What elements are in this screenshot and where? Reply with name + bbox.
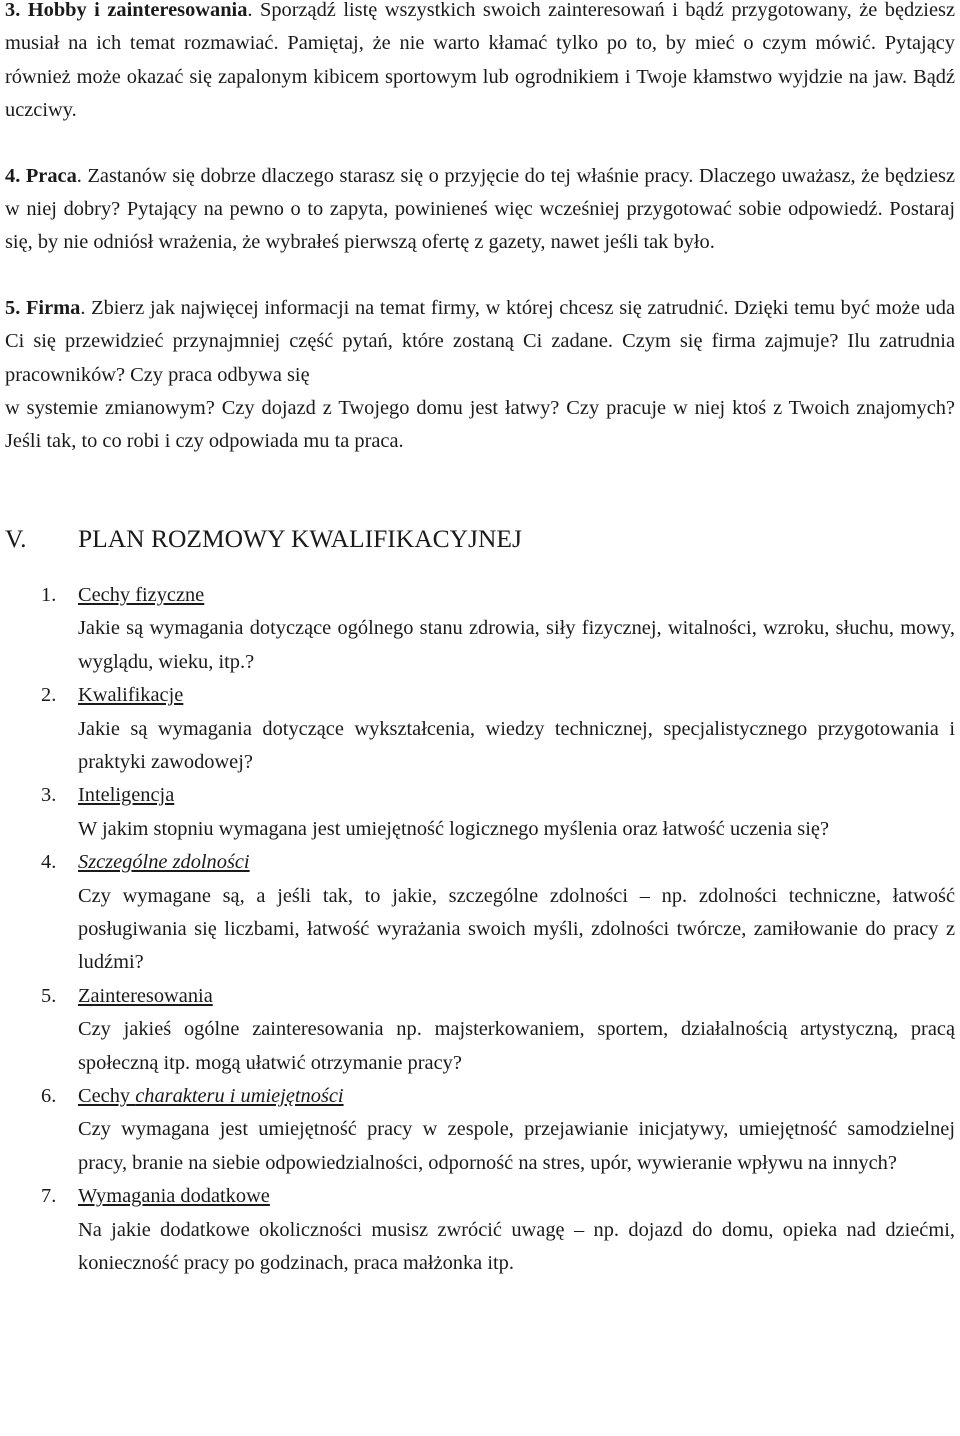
item-title: Cechy charakteru i umiejętności (78, 1084, 344, 1107)
list-item (5, 980, 955, 1080)
section-hobby: 3. Hobby i zainteresowania. Sporządź listę wszystkich swoich zainteresowań i bądź przygotowany, że będziesz musiał na ich temat rozmawiać. Pamiętaj, że nie warto kłamać tylko po to, by mieć o czym mówić. Pytający również może okazać się zapalonym kibicem sportowym lub ogrodnikiem i Twoje kłamstwo wyjdzie na jaw. Bądź uczciwy. (5, 0, 955, 122)
item-number: 7. (41, 1185, 57, 1208)
section-text: Sporządź listę wszystkich swoich zainteresowań i bądź przygotowany, że będziesz musiał na ich temat rozmawiać. Pamiętaj, że nie warto kłamać tylko po to, by mieć o czym mówić. Pytający również może okazać się zapalonym kibicem sportowym lub ogrodnikiem i Twoje kłamstwo wyjdzie na jaw. Bądź uczciwy. (5, 0, 955, 122)
list-item (5, 1080, 955, 1180)
section-text: w systemie zmianowym? Czy dojazd z Twojego domu jest łatwy? Czy pracuje w niej ktoś z Twoich znajomych? Jeśli tak, to co robi i czy odpowiada mu ta praca. (5, 397, 955, 453)
item-title: Zainteresowania (78, 984, 213, 1007)
list-item (5, 846, 955, 980)
section-paragraph (5, 392, 955, 459)
item-description: Jakie są wymagania dotyczące wykształcenia, wiedzy technicznej, specjalistycznego przygotowania i praktyki zawodowej? (78, 717, 955, 773)
item-title: Szczególne zdolności (78, 851, 250, 874)
item-title: Wymagania dodatkowe (78, 1185, 270, 1208)
item-description: Na jakie dodatkowe okoliczności musisz zwrócić uwagę – np. dojazd do domu, opieka nad dziećmi, konieczność pracy po godzinach, praca małżonka itp. (78, 1218, 955, 1274)
section-praca: 4. Praca. Zastanów się dobrze dlaczego starasz się o przyjęcie do tej właśnie pracy. Dlaczego uważasz, że będziesz w niej dobry? Pytający na pewno o to zapyta, powinieneś więc wcześniej przygotować sobie odpowiedź. Postaraj się, by nie odniósł wrażenia, że wybrałeś pierwszą ofertę z gazety, nawet jeśli tak było. (5, 164, 955, 254)
item-number: 1. (41, 583, 57, 606)
item-number: 2. (41, 684, 57, 707)
section-title: 3. Hobby i zainteresowania (5, 0, 248, 21)
item-description: Jakie są wymagania dotyczące ogólnego stanu zdrowia, siły fizycznej, witalności, wzroku, słuchu, mowy, wyglądu, wieku, itp.? (78, 617, 955, 673)
section-firma (5, 292, 955, 459)
list-item (5, 1180, 955, 1280)
section-text: Zbierz jak najwięcej informacji na temat firmy, w której chcesz się zatrudnić. Dzięki temu być może uda Ci się przewidzieć przynajmniej część pytań, które zostaną Ci zadane. Czym się firma zajmuje? Ilu zatrudnia pracowników? Czy praca odbywa się (5, 296, 955, 386)
chapter-number: V. (5, 523, 27, 553)
item-description: Czy jakieś ogólne zainteresowania np. majsterkowaniem, sportem, działalnością artystyczną, pracą społeczną itp. mogą ułatwić otrzymanie pracy? (78, 1018, 955, 1074)
item-description: W jakim stopniu wymagana jest umiejętność logicznego myślenia oraz łatwość uczenia się? (78, 817, 830, 840)
item-number: 5. (41, 984, 57, 1007)
item-number: 3. (41, 784, 57, 807)
item-description: Czy wymagana jest umiejętność pracy w zespole, przejawianie inicjatywy, umiejętność samodzielnej pracy, branie na siebie odpowiedzialności, odporność na stres, upór, wywieranie wpływu na innych? (78, 1118, 955, 1174)
document-page (5, 0, 955, 1280)
list-item (5, 579, 955, 679)
section-paragraph: 5. Firma. Zbierz jak najwięcej informacji na temat firmy, w której chcesz się zatrudnić. Dzięki temu być może uda Ci się przewidzieć przynajmniej część pytań, które zostaną Ci zadane. Czym się firma zajmuje? Ilu zatrudnia pracowników? Czy praca odbywa się (5, 296, 955, 386)
list-item (5, 679, 955, 779)
item-title: Cechy fizyczne (78, 583, 205, 606)
item-title: Kwalifikacje (78, 684, 184, 707)
item-number: 6. (41, 1084, 57, 1107)
item-number: 4. (41, 851, 57, 874)
plan-list (5, 579, 955, 1281)
section-title: 5. Firma (5, 296, 81, 319)
chapter-heading (5, 521, 955, 557)
item-description: Czy wymagane są, a jeśli tak, to jakie, szczególne zdolności – np. zdolności techniczne, łatwość posługiwania się liczbami, łatwość wyrażania swoich myśli, zdolności twórcze, zamiłowanie do pracy z ludźmi? (78, 884, 955, 974)
section-text: Zastanów się dobrze dlaczego starasz się o przyjęcie do tej właśnie pracy. Dlaczego uważasz, że będziesz w niej dobry? Pytający na pewno o to zapyta, powinieneś więc wcześniej przygotować sobie odpowiedź. Postaraj się, by nie odniósł wrażenia, że wybrałeś pierwszą ofertę z gazety, nawet jeśli tak było. (5, 164, 955, 254)
item-title: Inteligencja (78, 784, 175, 807)
list-item (5, 779, 955, 846)
chapter-title: PLAN ROZMOWY KWALIFIKACYJNEJ (78, 523, 522, 553)
section-title: 4. Praca (5, 164, 77, 187)
